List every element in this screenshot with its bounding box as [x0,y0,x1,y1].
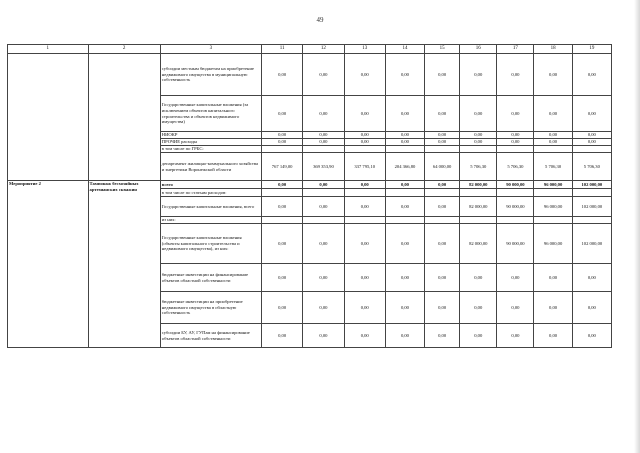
value-cell: 0,00 [385,181,424,189]
row-label: из них: [160,217,261,224]
value-cell: 0,00 [534,54,572,96]
value-cell [344,146,385,153]
row-label: бюджетные инвестиции на приобретение недвижимого имущества в областную собственность [160,292,261,324]
value-cell: 0,00 [425,132,460,139]
value-cell: 0,00 [303,139,344,146]
value-cell: 96 000,00 [534,181,572,189]
value-cell: 0,00 [303,264,344,292]
row-label: субсидии БУ, АУ, ГУПам на финансирование объектов областной собственности [160,324,261,348]
value-cell [385,189,424,197]
value-cell [261,146,302,153]
value-cell [534,189,572,197]
value-cell: 0,00 [385,132,424,139]
value-cell: 96 000,00 [534,224,572,264]
value-cell: 0,00 [344,181,385,189]
row-label: Государственные капитальные вложения (объекты капитального строительства и недвижимого имущества), из них: [160,224,261,264]
row-label: в том числе по статьям расходов: [160,189,261,197]
value-cell: 0,00 [497,132,534,139]
budget-table [7,44,612,348]
value-cell: 0,00 [425,139,460,146]
value-cell: 0,00 [534,132,572,139]
header-cell: 17 [497,45,534,54]
value-cell [572,189,611,197]
value-cell: 0,00 [460,139,497,146]
row-label: Государственные капитальные вложения, всего [160,197,261,217]
header-cell: 18 [534,45,572,54]
value-cell: 0,00 [572,139,611,146]
value-cell: 0,00 [385,197,424,217]
value-cell: 0,00 [497,324,534,348]
value-cell: 767 149,00 [261,153,302,181]
value-cell: 0,00 [385,224,424,264]
value-cell: 0,00 [385,96,424,132]
value-cell: 0,00 [460,96,497,132]
value-cell: 96 000,00 [534,197,572,217]
value-cell [534,146,572,153]
value-cell: 82 000,00 [460,197,497,217]
row-label: департамент жилищно-коммунального хозяйства и энергетики Воронежской области [160,153,261,181]
value-cell [572,146,611,153]
value-cell: 0,00 [303,132,344,139]
value-cell: 102 000,00 [572,197,611,217]
value-cell: 0,00 [261,132,302,139]
value-cell: 0,00 [303,292,344,324]
empty-cell [8,54,89,181]
value-cell: 82 000,00 [460,224,497,264]
value-cell [385,217,424,224]
row-label: бюджетные инвестиции на финансирование объектов областной собственности [160,264,261,292]
value-cell: 0,00 [572,132,611,139]
value-cell: 64 000,00 [425,153,460,181]
value-cell: 0,00 [344,96,385,132]
header-cell: 15 [425,45,460,54]
value-cell: 369 353,90 [303,153,344,181]
value-cell: 0,00 [303,181,344,189]
value-cell: 0,00 [497,96,534,132]
value-cell: 0,00 [261,181,302,189]
value-cell: 0,00 [303,324,344,348]
header-cell: 11 [261,45,302,54]
value-cell: 0,00 [261,292,302,324]
header-cell: 19 [572,45,611,54]
value-cell: 0,00 [460,292,497,324]
value-cell [460,217,497,224]
value-cell [497,189,534,197]
value-cell: 0,00 [497,54,534,96]
value-cell: 0,00 [261,54,302,96]
value-cell: 5 706,30 [460,153,497,181]
value-cell [344,217,385,224]
header-cell: 3 [160,45,261,54]
value-cell: 0,00 [344,264,385,292]
value-cell: 0,00 [534,324,572,348]
value-cell: 0,00 [534,96,572,132]
value-cell: 0,00 [572,96,611,132]
value-cell: 0,00 [385,292,424,324]
value-cell: 0,00 [460,54,497,96]
value-cell: 0,00 [425,181,460,189]
value-cell [344,189,385,197]
value-cell: 0,00 [460,132,497,139]
value-cell [460,189,497,197]
value-cell: 90 000,00 [497,197,534,217]
empty-cell [88,54,160,181]
value-cell [425,146,460,153]
value-cell: 0,00 [344,324,385,348]
value-cell [572,217,611,224]
value-cell: 0,00 [344,292,385,324]
value-cell: 0,00 [534,139,572,146]
value-cell: 0,00 [261,197,302,217]
value-cell: 0,00 [572,324,611,348]
row-label: в том числе по ГРБС: [160,146,261,153]
row-label: всего [160,181,261,189]
value-cell [303,189,344,197]
value-cell: 0,00 [385,324,424,348]
value-cell [425,189,460,197]
value-cell: 0,00 [572,264,611,292]
value-cell: 82 000,00 [460,181,497,189]
value-cell [425,217,460,224]
header-cell: 13 [344,45,385,54]
value-cell: 337 795,10 [344,153,385,181]
value-cell: 5 706,30 [534,153,572,181]
table-row [8,181,612,189]
value-cell: 0,00 [261,139,302,146]
value-cell: 0,00 [344,132,385,139]
value-cell: 0,00 [303,54,344,96]
value-cell: 0,00 [344,139,385,146]
value-cell: 204 366,80 [385,153,424,181]
value-cell: 5 706,30 [572,153,611,181]
value-cell: 102 000,00 [572,181,611,189]
value-cell [385,146,424,153]
value-cell: 0,00 [344,197,385,217]
value-cell: 0,00 [425,324,460,348]
value-cell: 0,00 [534,292,572,324]
value-cell: 0,00 [385,264,424,292]
event-title: Тампонаж бесхозяйных артезианских скважин [88,181,160,348]
header-cell: 1 [8,45,89,54]
page-number: 49 [316,16,324,24]
value-cell: 90 000,00 [497,224,534,264]
value-cell: 0,00 [425,96,460,132]
value-cell [261,217,302,224]
header-cell: 2 [88,45,160,54]
value-cell [497,217,534,224]
value-cell [303,146,344,153]
value-cell: 0,00 [460,324,497,348]
event-name: Мероприятие 2 [8,181,89,348]
value-cell: 0,00 [460,264,497,292]
value-cell: 90 000,00 [497,181,534,189]
value-cell: 0,00 [534,264,572,292]
value-cell: 0,00 [303,224,344,264]
value-cell: 0,00 [425,292,460,324]
top-rows [8,54,612,181]
value-cell [497,146,534,153]
value-cell: 0,00 [385,139,424,146]
value-cell: 0,00 [425,197,460,217]
row-label: ПРОЧИЕ расходы [160,139,261,146]
value-cell: 0,00 [303,96,344,132]
value-cell: 0,00 [261,224,302,264]
value-cell [261,189,302,197]
value-cell: 0,00 [572,54,611,96]
value-cell: 0,00 [572,292,611,324]
value-cell [534,217,572,224]
scan-edge-shadow [634,0,640,453]
table-row [8,54,612,96]
value-cell: 0,00 [344,54,385,96]
row-label: НИОКР [160,132,261,139]
value-cell: 0,00 [261,264,302,292]
value-cell: 0,00 [497,264,534,292]
value-cell: 5 706,30 [497,153,534,181]
value-cell: 0,00 [497,139,534,146]
value-cell: 0,00 [425,54,460,96]
header-row [8,45,612,54]
value-cell: 102 000,00 [572,224,611,264]
value-cell: 0,00 [261,96,302,132]
header-cell: 16 [460,45,497,54]
value-cell: 0,00 [344,224,385,264]
value-cell: 0,00 [497,292,534,324]
header-cell: 12 [303,45,344,54]
value-cell: 0,00 [261,324,302,348]
value-cell: 0,00 [385,54,424,96]
event-rows [8,181,612,348]
row-label: Государственные капитальные вложения (за исключением объектов капитального строительства и объектов недвижимого имущества) [160,96,261,132]
value-cell: 0,00 [425,224,460,264]
value-cell [460,146,497,153]
value-cell: 0,00 [303,197,344,217]
row-label: субсидии местным бюджетам на приобретение недвижимого имущества в муниципальную собственность [160,54,261,96]
value-cell [303,217,344,224]
header-cell: 14 [385,45,424,54]
value-cell: 0,00 [425,264,460,292]
